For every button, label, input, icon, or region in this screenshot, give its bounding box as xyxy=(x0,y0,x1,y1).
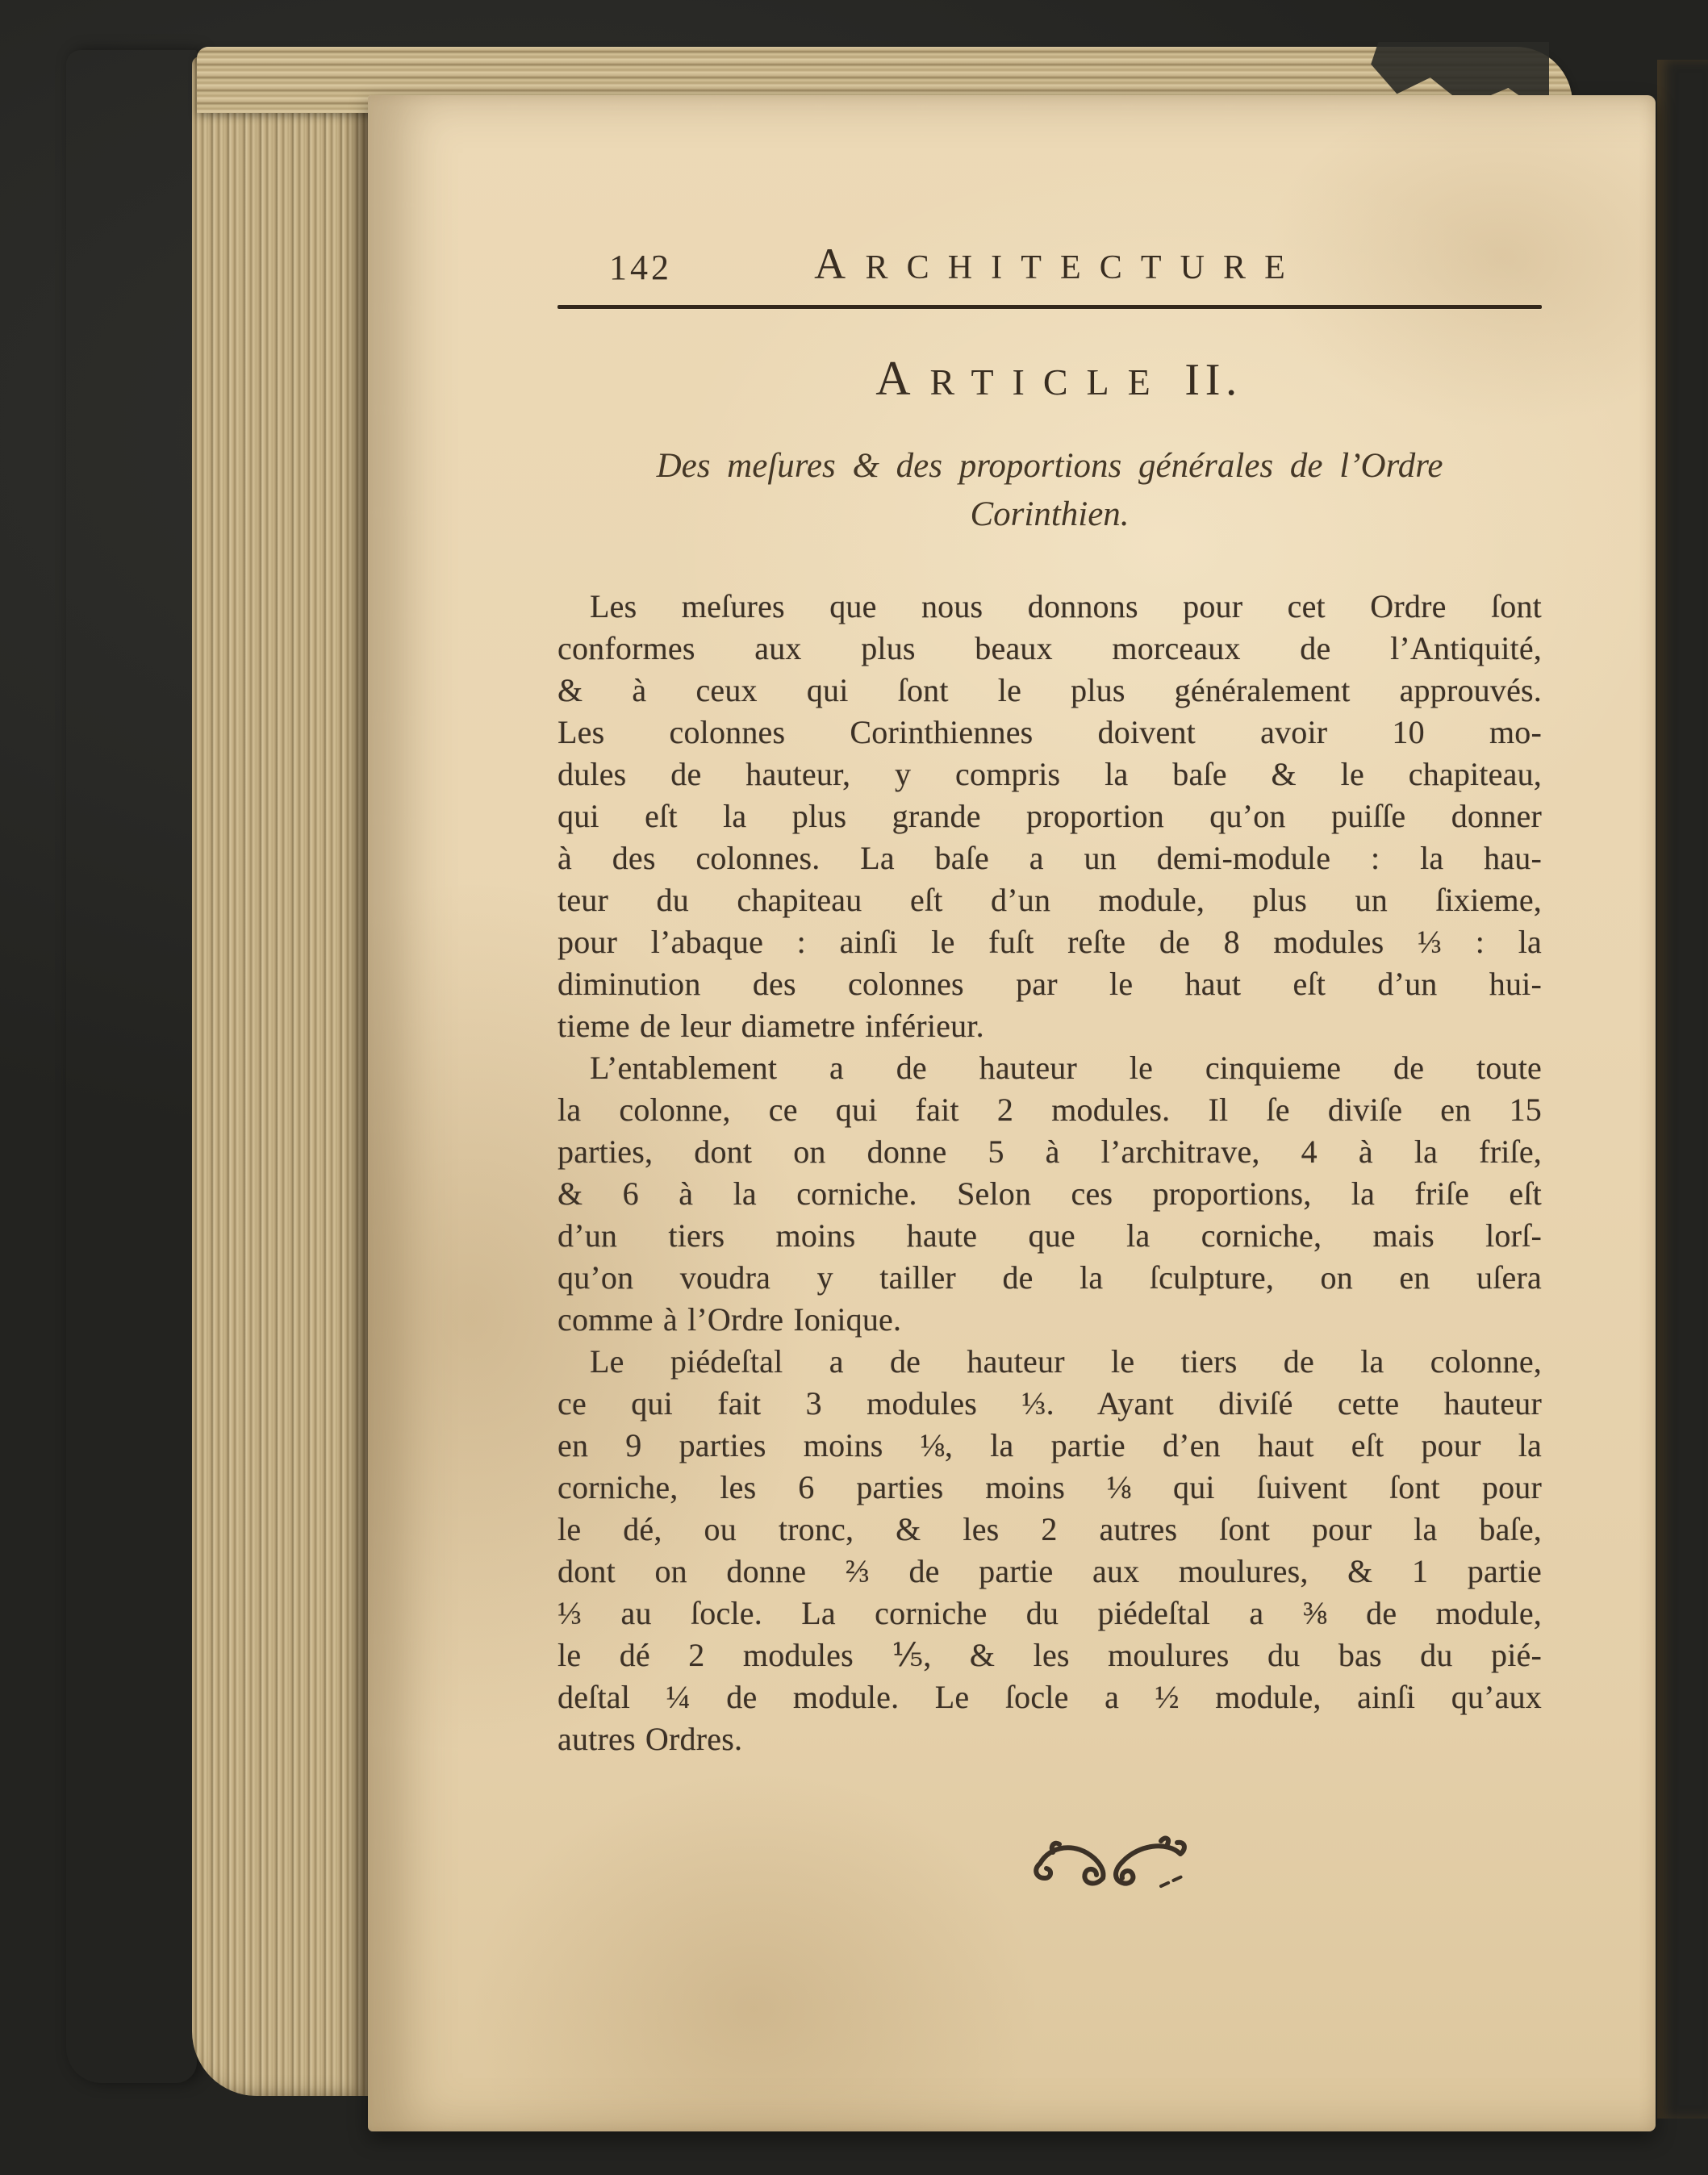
text-line: deſtal ¼ de module. Le ſocle a ½ module, ainſi qu’aux xyxy=(558,1679,1542,1715)
running-header-rest: RCHITECTURE xyxy=(865,249,1304,286)
page-number: 142 xyxy=(609,248,672,287)
paragraph xyxy=(558,1047,1542,1341)
text-line: la colonne, ce qui fait 2 modules. Il ſe diviſe en 15 xyxy=(558,1092,1542,1128)
text-line: ce qui fait 3 modules ⅓. Ayant diviſé cette hauteur xyxy=(558,1385,1542,1421)
book-page xyxy=(368,95,1656,2131)
text-line: à des colonnes. La baſe a un demi-module : la hau- xyxy=(558,840,1542,876)
text-line: autres Ordres. xyxy=(558,1721,743,1757)
printed-content xyxy=(558,95,1542,1902)
subtitle-line-2: Corinthien. xyxy=(970,495,1130,533)
text-line: le dé, ou tronc, & les 2 autres ſont pour la baſe, xyxy=(558,1511,1542,1547)
subtitle-line-1: Des meſures & des proportions générales de l’Ordre xyxy=(656,447,1443,485)
text-line: tieme de leur diametre inférieur. xyxy=(558,1008,984,1044)
article-heading-initial: A xyxy=(875,352,911,405)
text-line: qu’on voudra y tailler de la ſculpture, on en uſera xyxy=(558,1259,1542,1296)
text-line: le dé 2 modules ⅕, & les moulures du bas du pié- xyxy=(558,1637,1542,1673)
text-line: d’un tiers moins haute que la corniche, mais lorſ- xyxy=(558,1217,1542,1254)
text-line: diminution des colonnes par le haut eſt d’un hui- xyxy=(558,966,1542,1002)
text-line: & à ceux qui ſont le plus généralement approuvés. xyxy=(558,672,1542,708)
running-header-initial: A xyxy=(814,240,846,288)
text-line: conformes aux plus beaux morceaux de l’Antiquité, xyxy=(558,630,1542,666)
text-line: Les colonnes Corinthiennes doivent avoir 10 mo- xyxy=(558,714,1542,750)
article-heading-rest: RTICLE xyxy=(929,361,1169,403)
text-line: Le piédeſtal a de hauteur le tiers de la colonne, xyxy=(590,1343,1542,1380)
paragraph xyxy=(558,586,1542,1047)
article-number: II. xyxy=(1184,355,1242,405)
text-line: comme à l’Ordre Ionique. xyxy=(558,1301,902,1338)
running-header-row xyxy=(558,239,1542,290)
facing-page-sliver xyxy=(1657,60,1708,2119)
page-edge-stack xyxy=(192,56,368,2096)
article-heading xyxy=(558,351,1542,407)
text-line: corniche, les 6 parties moins ⅛ qui ſuivent ſont pour xyxy=(558,1469,1542,1505)
text-line: parties, dont on donne 5 à l’architrave, 4 à la friſe, xyxy=(558,1133,1542,1170)
running-header xyxy=(558,239,1542,289)
fleuron-ornament xyxy=(558,1835,1542,1902)
text-line: L’entablement a de hauteur le cinquieme de toute xyxy=(590,1050,1542,1086)
body-text xyxy=(558,586,1542,1760)
text-line: dont on donne ⅔ de partie aux moulures, & 1 partie xyxy=(558,1553,1542,1589)
text-line: qui eſt la plus grande proportion qu’on puiſſe donner xyxy=(558,798,1542,834)
text-line: ⅓ au ſocle. La corniche du piédeſtal a ⅜ de module, xyxy=(558,1595,1542,1631)
header-rule xyxy=(558,305,1542,309)
book-spine-leather xyxy=(66,50,197,2083)
text-line: dules de hauteur, y compris la baſe & le chapiteau, xyxy=(558,756,1542,792)
text-line: Les meſures que nous donnons pour cet Ordre ſont xyxy=(590,588,1542,624)
text-line: teur du chapiteau eſt d’un module, plus un ſixieme, xyxy=(558,882,1542,918)
paragraph xyxy=(558,1341,1542,1760)
text-line: en 9 parties moins ⅛, la partie d’en haut eſt pour la xyxy=(558,1427,1542,1463)
text-line: pour l’abaque : ainſi le fuſt reſte de 8 modules ⅓ : la xyxy=(558,924,1542,960)
text-line: & 6 à la corniche. Selon ces proportions, la friſe eſt xyxy=(558,1175,1542,1212)
section-subtitle xyxy=(558,442,1542,539)
